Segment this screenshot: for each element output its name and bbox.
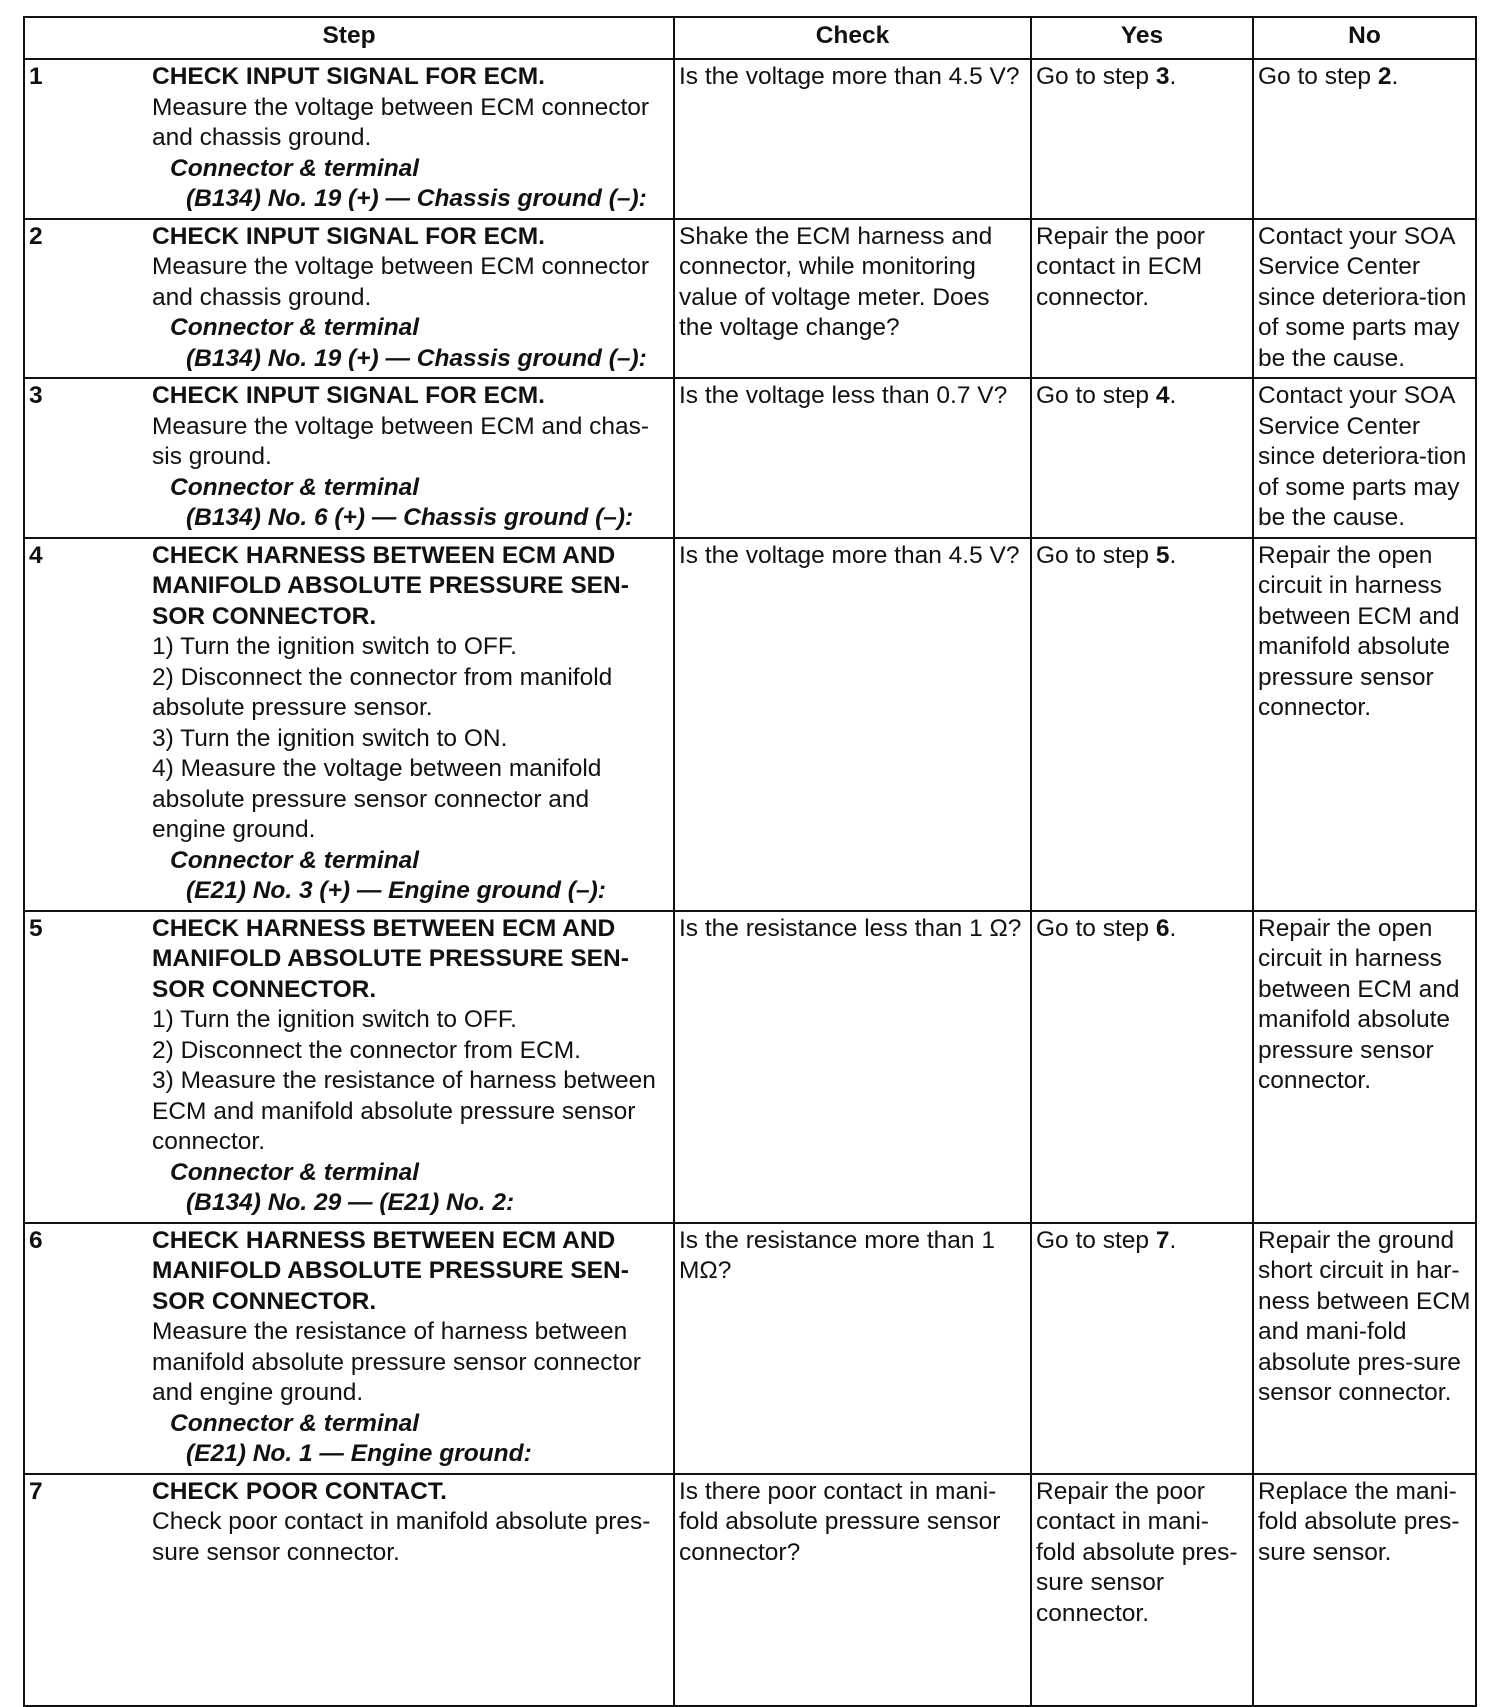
step-instruction: 3) Turn the ignition switch to ON.	[152, 724, 508, 752]
check-cell	[674, 1223, 1031, 1474]
step-title: CHECK HARNESS BETWEEN ECM AND MANIFOLD ABSOLUTE PRESSURE SEN-SOR CONNECTOR.	[152, 914, 629, 1003]
check-cell	[674, 538, 1031, 911]
yes-text: Go to step	[1036, 63, 1156, 90]
yes-step-ref: 7	[1155, 1226, 1170, 1254]
step-instruction: 2) Disconnect the connector from manifold absolute pressure sensor.	[152, 663, 613, 721]
no-step-ref: 2	[1377, 63, 1392, 90]
step-instruction: 3) Measure the resistance of harness between ECM and manifold absolute pressure sensor connector.	[152, 1067, 656, 1155]
step-title: CHECK INPUT SIGNAL FOR ECM.	[152, 222, 545, 250]
yes-text: Go to step	[1036, 914, 1156, 942]
yes-text: Repair the poor contact in mani-fold absolute pres-sure sensor connector.	[1036, 1477, 1238, 1627]
step-body	[152, 222, 662, 375]
no-text: Contact your SOA Service Center since deteriora-tion of some parts may be the cause.	[1258, 222, 1467, 372]
step-body	[152, 381, 662, 534]
step-body	[152, 62, 662, 215]
connector-terminal-value: (B134) No. 19 (+) — Chassis ground (–):	[186, 344, 647, 372]
no-text: Repair the open circuit in harness between ECM and manifold absolute pressure sensor connector.	[1258, 541, 1460, 721]
no-cell	[1253, 378, 1476, 538]
connector-terminal-value: (B134) No. 19 (+) — Chassis ground (–):	[186, 185, 647, 212]
connector-terminal-label: Connector & terminal	[170, 846, 420, 874]
step-cell	[24, 911, 674, 1223]
yes-step-ref: 4	[1155, 382, 1170, 409]
yes-suffix: .	[1169, 541, 1177, 569]
yes-text: Go to step	[1036, 382, 1156, 409]
step-body	[152, 914, 662, 1219]
connector-terminal-label: Connector & terminal	[170, 314, 420, 341]
table-body	[24, 59, 1476, 1706]
connector-terminal-label: Connector & terminal	[170, 1409, 420, 1437]
yes-step-ref: 3	[1155, 63, 1170, 90]
step-cell	[24, 538, 674, 911]
step-title: CHECK HARNESS BETWEEN ECM AND MANIFOLD ABSOLUTE PRESSURE SEN-SOR CONNECTOR.	[152, 1226, 629, 1315]
check-text: Shake the ECM harness and connector, while monitoring value of voltage meter. Does the voltage change?	[679, 222, 993, 341]
connector-terminal-value: (B134) No. 29 — (E21) No. 2:	[186, 1189, 515, 1216]
check-text: Is the resistance more than 1 MΩ?	[679, 1226, 995, 1284]
diagnostic-table	[23, 16, 1477, 1707]
no-text: Repair the ground short circuit in har-ness between ECM and mani-fold absolute pres-sure sensor connector.	[1258, 1226, 1471, 1406]
check-cell	[674, 1474, 1031, 1706]
table-row	[24, 378, 1476, 538]
step-instruction: 1) Turn the ignition switch to OFF.	[152, 1006, 517, 1033]
step-description: Measure the voltage between ECM connector and chassis ground.	[152, 93, 650, 151]
no-text: Go to step	[1258, 63, 1378, 90]
table-row	[24, 219, 1476, 379]
step-cell	[24, 1223, 674, 1474]
step-body	[152, 541, 662, 907]
connector-terminal-value: (E21) No. 1 — Engine ground:	[186, 1440, 532, 1467]
no-cell	[1253, 219, 1476, 379]
no-cell	[1253, 1223, 1476, 1474]
yes-cell	[1031, 378, 1253, 538]
no-text: Replace the mani-fold absolute pres-sure sensor.	[1258, 1477, 1460, 1566]
step-instruction: 4) Measure the voltage between manifold absolute pressure sensor connector and engine ground.	[152, 755, 602, 843]
no-cell	[1253, 911, 1476, 1223]
no-cell	[1253, 59, 1476, 219]
yes-suffix: .	[1169, 63, 1177, 90]
yes-step-ref: 6	[1155, 914, 1170, 942]
yes-cell	[1031, 59, 1253, 219]
yes-cell	[1031, 538, 1253, 911]
step-title: CHECK INPUT SIGNAL FOR ECM.	[152, 63, 545, 90]
step-number: 3	[29, 382, 43, 409]
table-row	[24, 1474, 1476, 1706]
no-text: Contact your SOA Service Center since deteriora-tion of some parts may be the cause.	[1258, 382, 1467, 531]
step-cell	[24, 59, 674, 219]
table-row	[24, 538, 1476, 911]
connector-terminal-label: Connector & terminal	[170, 1158, 420, 1186]
connector-terminal-value: (B134) No. 6 (+) — Chassis ground (–):	[186, 504, 634, 531]
step-number: 6	[29, 1226, 43, 1254]
step-instruction: 1) Turn the ignition switch to OFF.	[152, 633, 517, 660]
check-cell	[674, 219, 1031, 379]
yes-cell	[1031, 1474, 1253, 1706]
yes-step-ref: 5	[1155, 541, 1170, 569]
table-row	[24, 1223, 1476, 1474]
header-row	[24, 17, 1476, 59]
no-suffix: .	[1391, 63, 1399, 90]
check-cell	[674, 59, 1031, 219]
step-cell	[24, 219, 674, 379]
yes-cell	[1031, 219, 1253, 379]
step-instruction: 2) Disconnect the connector from ECM.	[152, 1036, 581, 1064]
step-title: CHECK POOR CONTACT.	[152, 1477, 447, 1505]
step-body	[152, 1477, 662, 1569]
check-text: Is there poor contact in mani-fold absolute pressure sensor connector?	[679, 1477, 1001, 1566]
step-number: 7	[29, 1477, 43, 1505]
step-description: Measure the resistance of harness between manifold absolute pressure sensor connector and engine ground.	[152, 1318, 641, 1406]
connector-terminal-value: (E21) No. 3 (+) — Engine ground (–):	[186, 877, 606, 904]
yes-cell	[1031, 1223, 1253, 1474]
no-text: Repair the open circuit in harness between ECM and manifold absolute pressure sensor connector.	[1258, 914, 1460, 1094]
connector-terminal-label: Connector & terminal	[170, 154, 420, 182]
step-number: 1	[29, 63, 43, 90]
step-cell	[24, 378, 674, 538]
check-text: Is the voltage more than 4.5 V?	[679, 63, 1020, 90]
check-text: Is the resistance less than 1 Ω?	[679, 914, 1022, 942]
check-cell	[674, 911, 1031, 1223]
step-body	[152, 1226, 662, 1470]
yes-suffix: .	[1169, 914, 1177, 942]
yes-suffix: .	[1169, 382, 1177, 409]
yes-text: Go to step	[1036, 1226, 1156, 1254]
check-cell	[674, 378, 1031, 538]
yes-text: Go to step	[1036, 541, 1156, 569]
no-cell	[1253, 538, 1476, 911]
step-description: Measure the voltage between ECM and chas-sis ground.	[152, 412, 650, 470]
step-number: 5	[29, 914, 43, 942]
step-description: Measure the voltage between ECM connector and chassis ground.	[152, 253, 650, 311]
header-step: Step	[24, 17, 674, 59]
yes-text: Repair the poor contact in ECM connector.	[1036, 222, 1205, 311]
step-number: 4	[29, 541, 43, 569]
table-row	[24, 911, 1476, 1223]
no-cell	[1253, 1474, 1476, 1706]
check-text: Is the voltage more than 4.5 V?	[679, 541, 1020, 569]
header-no: No	[1253, 17, 1476, 59]
step-description: Check poor contact in manifold absolute pres-sure sensor connector.	[152, 1508, 651, 1566]
step-title: CHECK HARNESS BETWEEN ECM AND MANIFOLD ABSOLUTE PRESSURE SEN-SOR CONNECTOR.	[152, 541, 629, 630]
step-cell	[24, 1474, 674, 1706]
step-title: CHECK INPUT SIGNAL FOR ECM.	[152, 382, 545, 409]
check-text: Is the voltage less than 0.7 V?	[679, 382, 1008, 409]
table-row	[24, 59, 1476, 219]
yes-cell	[1031, 911, 1253, 1223]
header-yes: Yes	[1031, 17, 1253, 59]
header-check: Check	[674, 17, 1031, 59]
yes-suffix: .	[1169, 1226, 1177, 1254]
connector-terminal-label: Connector & terminal	[170, 473, 420, 501]
step-number: 2	[29, 222, 43, 250]
